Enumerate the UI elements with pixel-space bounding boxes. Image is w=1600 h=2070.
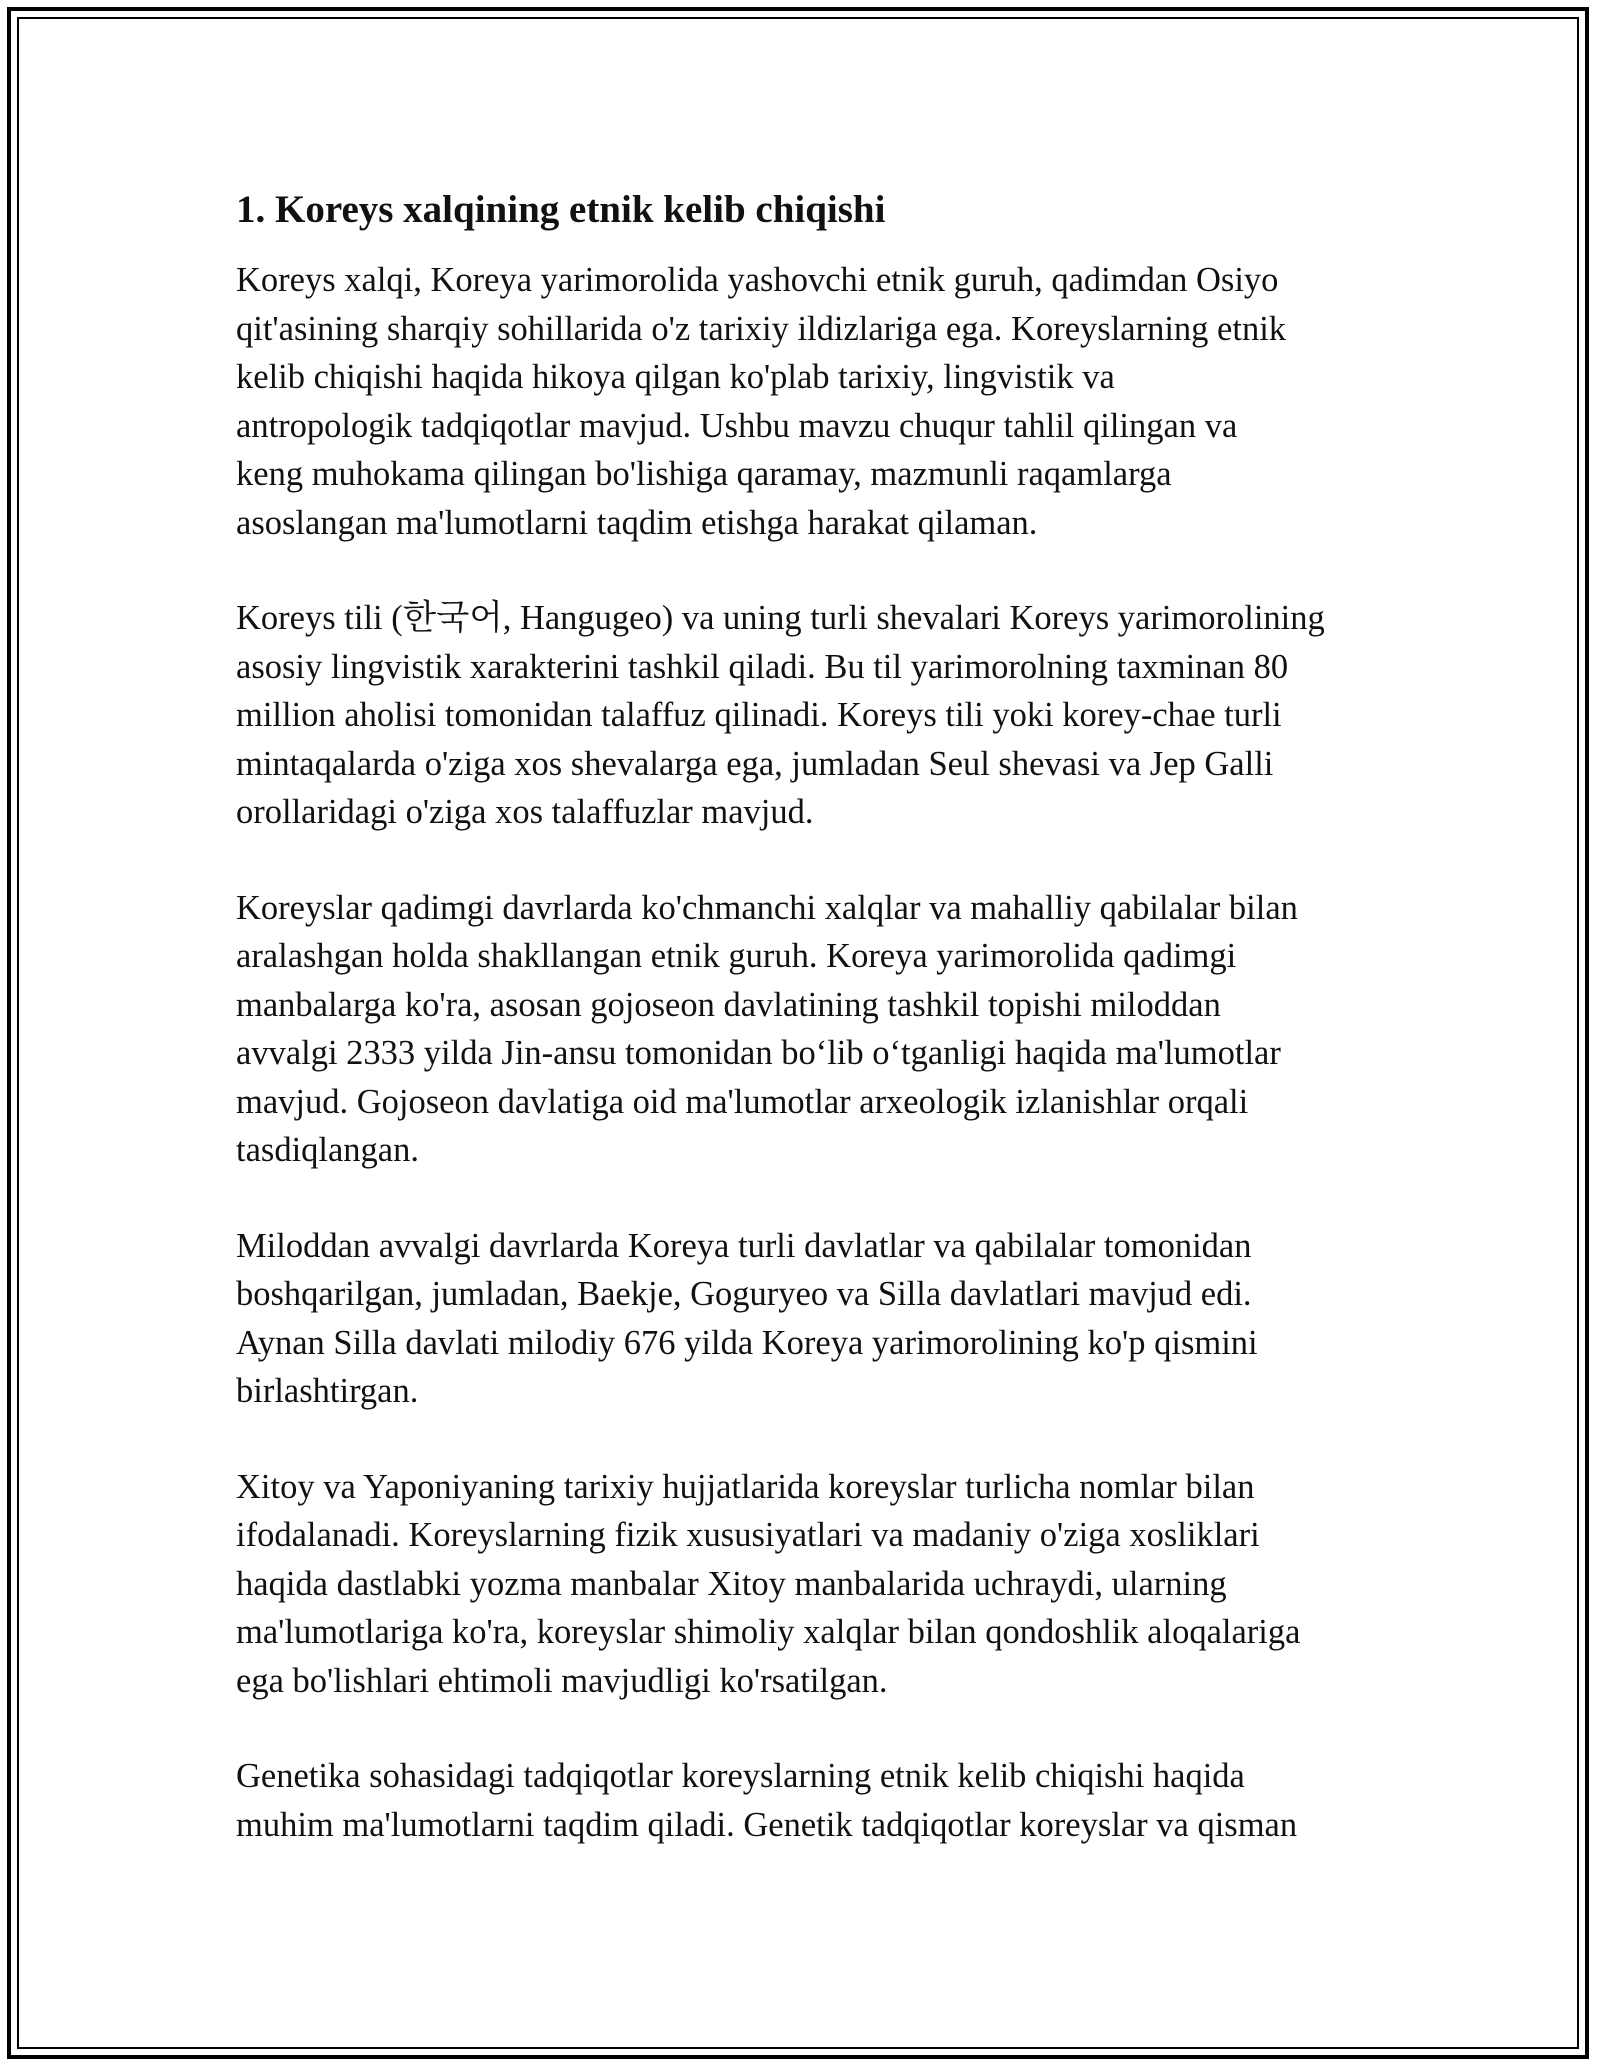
section-heading: 1. Koreys xalqining etnik kelib chiqishi bbox=[236, 188, 886, 231]
document-body bbox=[236, 186, 1386, 1896]
paragraph-3: Koreyslar qadimgi davrlarda ko'chmanchi xalqlar va mahalliy qabilalar bilan aralashgan holda shakllangan etnik guruh. Koreya yarimorolida qadimgi manbalarga ko'ra, asosan gojoseon davlatining tashkil topishi miloddan avvalgi 2333 yilda Jin-ansu tomonidan bo‘lib o‘tganligi haqida ma'lumotlar mavjud. Gojoseon davlatiga oid ma'lumotlar arxeologik izlanishlar orqali tasdiqlangan. bbox=[236, 888, 1298, 1169]
paragraph-5: Xitoy va Yaponiyaning tarixiy hujjatlarida koreyslar turlicha nomlar bilan ifodalanadi. Koreyslarning fizik xususiyatlari va madaniy o'ziga xosliklari haqida dastlabki yozma manbalar Xitoy manbalarida uchraydi, ularning ma'lumotlariga ko'ra, koreyslar shimoliy xalqlar bilan qondoshlik aloqalariga ega bo'lishlari ehtimoli mavjudligi ko'rsatilgan. bbox=[236, 1467, 1301, 1700]
paragraph-6: Genetika sohasidagi tadqiqotlar koreyslarning etnik kelib chiqishi haqida muhim ma'lumotlarni taqdim qiladi. Genetik tadqiqotlar koreyslar va qisman bbox=[236, 1757, 1298, 1844]
paragraph-4: Miloddan avvalgi davrlarda Koreya turli davlatlar va qabilalar tomonidan boshqarilgan, jumladan, Baekje, Goguryeo va Silla davlatlari mavjud edi. Aynan Silla davlati milodiy 676 yilda Koreya yarimorolining ko'p qismini birlashtirgan. bbox=[236, 1226, 1258, 1410]
paragraph-2: Koreys tili (한국어, Hangugeo) va uning turli shevalari Koreys yarimorolining asosiy lingvistik xarakterini tashkil qiladi. Bu til yarimorolning taxminan 80 million aholisi tomonidan talaffuz qilinadi. Koreys tili yoki korey-chae turli mintaqalarda o'ziga xos shevalarga ega, jumladan Seul shevasi va Jep Galli orollaridagi o'ziga xos talaffuzlar mavjud. bbox=[236, 599, 1325, 831]
paragraph-1: Koreys xalqi, Koreya yarimorolida yashovchi etnik guruh, qadimdan Osiyo qit'asining sharqiy sohillarida o'z tarixiy ildizlariga ega. Koreyslarning etnik kelib chiqishi haqida hikoya qilgan ko'plab tarixiy, lingvistik va antropologik tadqiqotlar mavjud. Ushbu mavzu chuqur tahlil qilingan va keng muhokama qilingan bo'lishiga qaramay, mazmunli raqamlarga asoslangan ma'lumotlarni taqdim etishga harakat qilaman. bbox=[236, 261, 1287, 542]
